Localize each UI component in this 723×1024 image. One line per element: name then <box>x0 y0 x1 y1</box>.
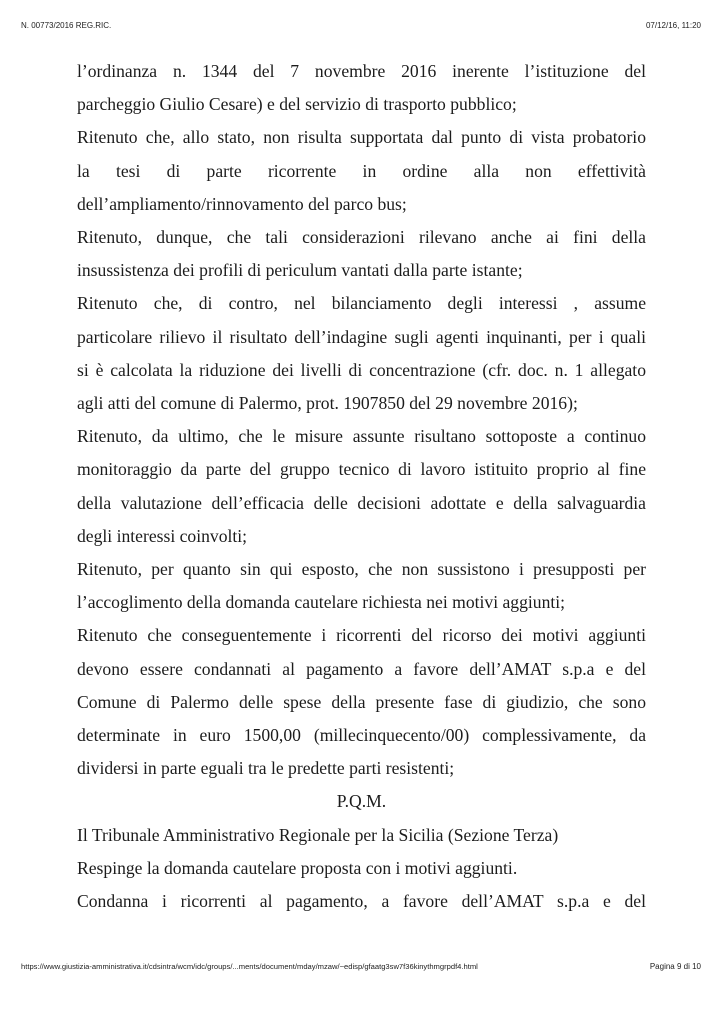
text-line: Ritenuto che, di contro, nel bilanciamento degli interessi , assume <box>77 293 646 314</box>
page-indicator: Pagina 9 di 10 <box>649 962 701 971</box>
text-line: Condanna i ricorrenti al pagamento, a favore dell’AMAT s.p.a e del <box>77 891 646 912</box>
text-line: devono essere condannati al pagamento a favore dell’AMAT s.p.a e del <box>77 658 646 679</box>
text-line: l’ordinanza n. 1344 del 7 novembre 2016 inerente l’istituzione del <box>77 61 646 81</box>
text-line: Respinge la domanda cautelare proposta con i motivi aggiunti. <box>77 857 518 878</box>
text-line: Ritenuto che conseguentemente i ricorrenti del ricorso dei motivi aggiunti <box>77 625 646 646</box>
text-line: dell’ampliamento/rinnovamento del parco bus; <box>77 193 407 214</box>
text-line: Ritenuto, da ultimo, che le misure assunte risultano sottoposte a continuo <box>77 426 646 447</box>
text-line: particolare rilievo il risultato dell’indagine sugli agenti inquinanti, per i quali <box>77 326 646 347</box>
source-url: https://www.giustizia-amministrativa.it/cdsintra/wcm/idc/groups/...ments/document/mday/mzaw/~edisp/gfaatg3sw7f36kinythmgrpdf4.html <box>21 962 478 971</box>
case-number: N. 00773/2016 REG.RIC. <box>21 21 112 30</box>
text-line: monitoraggio da parte del gruppo tecnico di lavoro istituito proprio al fine <box>77 459 646 480</box>
text-line: Comune di Palermo delle spese della presente fase di giudizio, che sono <box>77 691 646 712</box>
text-line: dividersi in parte eguali tra le predette parti resistenti; <box>77 758 455 779</box>
text-line: insussistenza dei profili di periculum vantati dalla parte istante; <box>77 260 523 281</box>
text-line: Il Tribunale Amministrativo Regionale per la Sicilia (Sezione Terza) <box>77 824 559 845</box>
text-line: della valutazione dell’efficacia delle decisioni adottate e della salvaguardia <box>77 492 646 513</box>
text-line: Ritenuto, dunque, che tali considerazioni rilevano anche ai fini della <box>77 227 646 248</box>
text-line: agli atti del comune di Palermo, prot. 1907850 del 29 novembre 2016); <box>77 393 578 414</box>
section-heading-pqm: P.Q.M. <box>336 791 387 812</box>
text-line: Ritenuto, per quanto sin qui esposto, che non sussistono i presupposti per <box>77 559 646 580</box>
text-line: parcheggio Giulio Cesare) e del servizio di trasporto pubblico; <box>77 94 517 115</box>
text-line: si è calcolata la riduzione dei livelli di concentrazione (cfr. doc. n. 1 allegato <box>77 359 646 380</box>
text-line: Ritenuto che, allo stato, non risulta supportata dal punto di vista probatorio <box>77 127 646 148</box>
print-datetime: 07/12/16, 11:20 <box>645 21 701 30</box>
text-line: degli interessi coinvolti; <box>77 525 248 546</box>
text-line: l’accoglimento della domanda cautelare richiesta nei motivi aggiunti; <box>77 592 566 613</box>
text-line: determinate in euro 1500,00 (millecinquecento/00) complessivamente, da <box>77 725 646 746</box>
text-line: la tesi di parte ricorrente in ordine alla non effettività <box>77 160 646 181</box>
document-body <box>77 55 646 918</box>
